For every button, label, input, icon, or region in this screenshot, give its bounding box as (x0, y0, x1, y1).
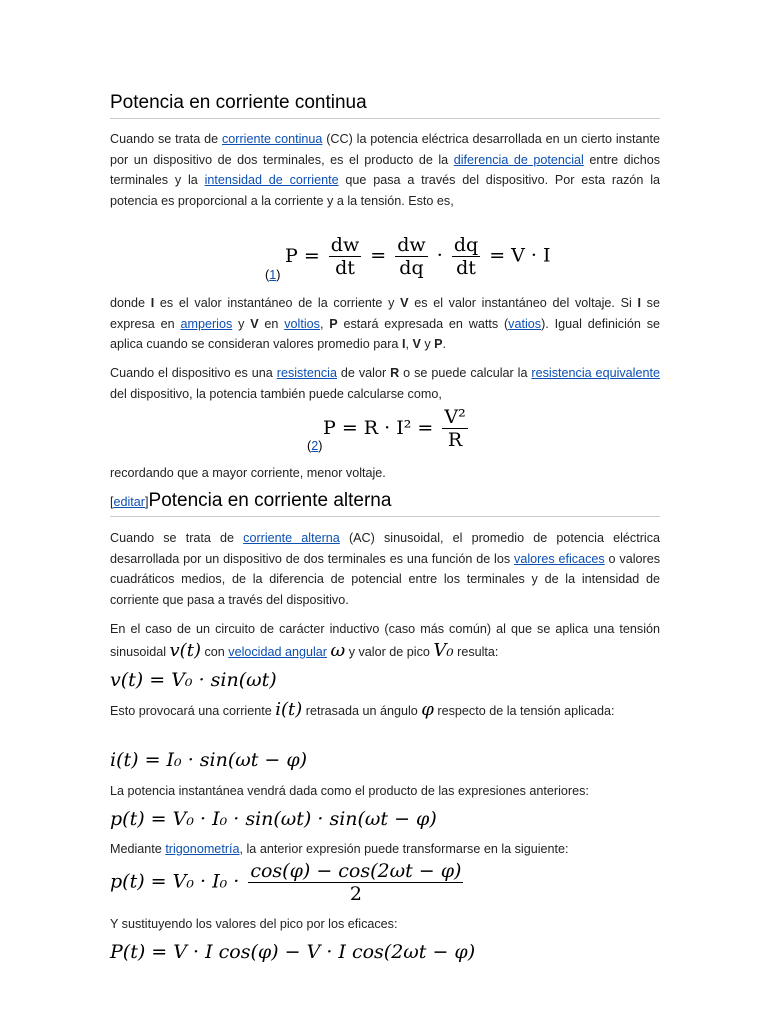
paragraph-dc-definitions: donde I es el valor instantáneo de la corriente y V es el valor instantáneo del voltaje. Si I se expresa en amperios y V en voltios, P estará expresada en watts (vatios). Igual definición se aplica cuando se consideran valores promedio para I, V y P. (110, 296, 661, 351)
paragraph-ac-trig: Mediante trigonometría, la anterior expresión puede transformarse en la siguiente: (110, 842, 569, 856)
link-resistencia-equivalente[interactable]: resistencia equivalente (531, 366, 660, 380)
equation-3: v(t) = V₀ · sin(ωt) (110, 669, 277, 691)
link-diferencia-de-potencial[interactable]: diferencia de potencial (453, 152, 584, 167)
equation-7: P(t) = V · I cos(φ) − V · I cos(2ωt − φ) (110, 941, 476, 963)
paragraph-ac-instant-power: La potencia instantánea vendrá dada como el producto de las expresiones anteriores: (110, 784, 589, 798)
math-v0: V₀ (433, 640, 454, 661)
paragraph-ac-intro: Cuando se trata de corriente alterna (AC) sinusoidal, el promedio de potencia eléctrica desarrollada por un dispositivo de dos terminales es una función de los valores eficaces o valores cuadráticos medios, de la diferencia de potencial entre los terminales y de la intensidad de corriente que pasa a través del dispositivo. (110, 531, 660, 607)
section-title-ac: Potencia en corriente alterna (148, 490, 392, 511)
text: Cuando se trata de (110, 132, 222, 146)
paragraph-ac-rms: Y sustituyendo los valores del pico por los eficaces: (110, 917, 398, 931)
equation-1: (1) P = $\frac{dw}{dt}$ = $\frac{dw}{dq}$ · $\frac{dq}{dt}$ = V · I (265, 234, 551, 282)
equation-4: i(t) = I₀ · sin(ωt − φ) (110, 749, 308, 771)
link-corriente-alterna[interactable]: corriente alterna (243, 531, 340, 545)
equation-ref-2[interactable]: (2) (307, 439, 323, 453)
equation-ref-1[interactable]: (1) (265, 268, 281, 282)
paragraph-ac-current: Esto provocará una corriente i(t) retrasada un ángulo φ respecto de la tensión aplicada: (110, 699, 615, 720)
fraction: $\frac{dw}{dq}$ (397, 234, 426, 279)
section-title-dc: Potencia en corriente continua (110, 92, 660, 119)
fraction: $\frac{dw}{dt}$ (330, 234, 360, 279)
fraction: $\frac{\text{V²}}{R}$ (444, 406, 466, 451)
link-intensidad-de-corriente[interactable]: intensidad de corriente (204, 173, 339, 187)
link-amperios[interactable]: amperios (180, 316, 233, 331)
link-valores-eficaces[interactable]: valores eficaces (514, 551, 605, 566)
fraction: $\frac{\cos(\varphi) - \cos(2\omega t - \varphi)}{2}$ (250, 860, 462, 905)
math-v-of-t: v(t) (169, 640, 201, 661)
link-corriente-continua[interactable]: corriente continua (221, 132, 323, 146)
text: entre dichos terminales y la (110, 152, 661, 187)
text: (CC) la potencia eléctrica desarrollada en un cierto instante por un dispositivo de dos terminales, es el producto de la (110, 132, 660, 167)
fraction: $\frac{dq}{dt}$ (453, 234, 479, 279)
math-i-of-t: i(t) (275, 699, 303, 720)
edit-link[interactable]: editar (113, 495, 146, 509)
text: que pasa a través del dispositivo. Por esta razón la potencia es proporcional a la corriente y a la tensión. Esto es, (110, 173, 660, 208)
link-vatios[interactable]: vatios (508, 316, 542, 331)
equation-6: p(t) = V₀ · I₀ · $\frac{\cos(\varphi) - \cos(2\omega t - \varphi)}{2}$ (110, 860, 462, 905)
math-phi: φ (421, 699, 434, 720)
math-omega: ω (330, 640, 346, 661)
link-resistencia[interactable]: resistencia (276, 366, 337, 380)
link-velocidad-angular[interactable]: velocidad angular (228, 645, 328, 659)
paragraph-dc-intro (110, 129, 660, 211)
paragraph-dc-closing: recordando que a mayor corriente, menor voltaje. (110, 466, 386, 480)
equation-2: (2) P = R · I² = $\frac{\text{V²}}{R}$ (307, 406, 466, 453)
link-trigonometria[interactable]: trigonometría (165, 842, 240, 856)
paragraph-dc-resistance: Cuando el dispositivo es una resistencia de valor R o se puede calcular la resistencia equivalente del dispositivo, la potencia también puede calcularse como, (110, 366, 660, 401)
link-voltios[interactable]: voltios (284, 316, 320, 331)
paragraph-ac-inductive: En el caso de un circuito de carácter inductivo (caso más común) al que se aplica una tensión sinusoidal v(t) con velocidad angular ω y valor de pico V₀ resulta: (110, 622, 660, 661)
equation-5: p(t) = V₀ · I₀ · sin(ωt) · sin(ωt − φ) (110, 808, 437, 830)
section-heading-ac: [editar]Potencia en corriente alterna (110, 490, 660, 517)
